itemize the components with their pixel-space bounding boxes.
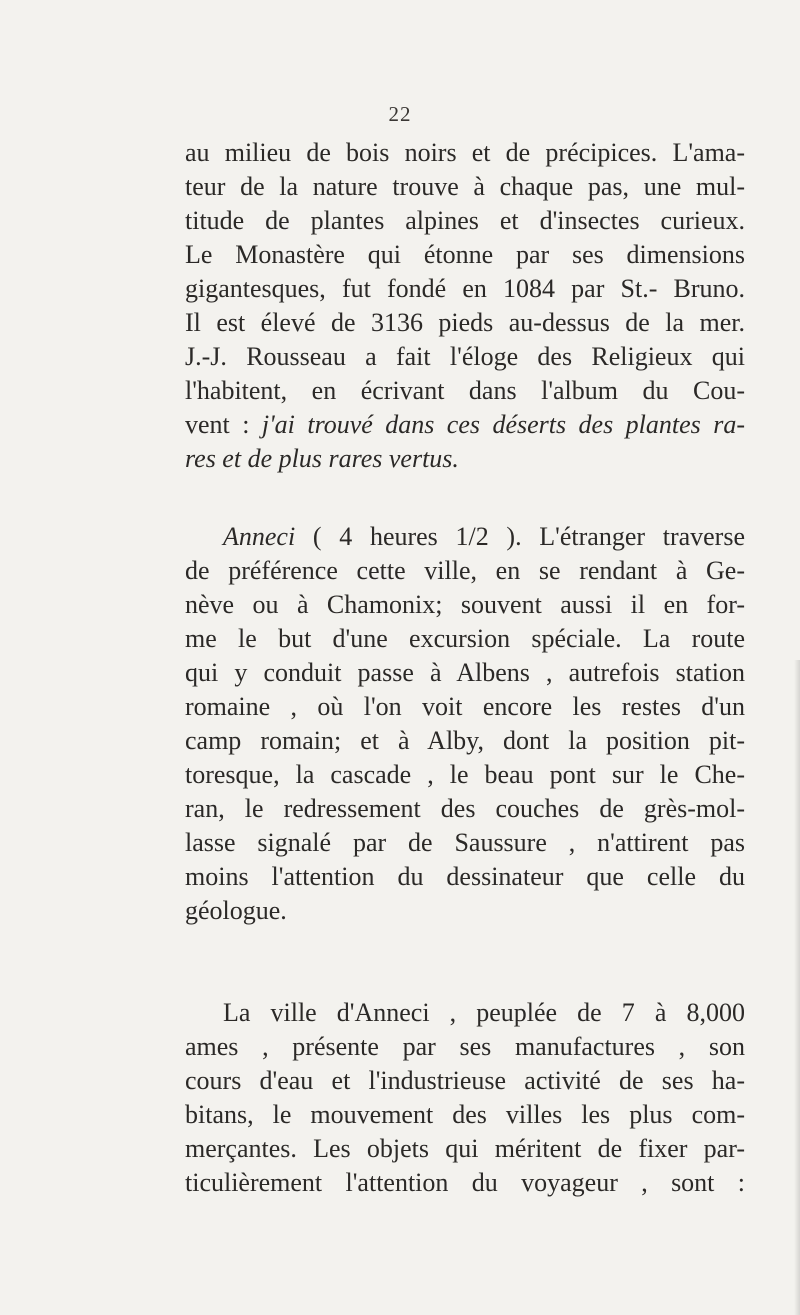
text-line: titude de plantes alpines et d'insectes curieux. <box>185 206 745 235</box>
text-line: bitans, le mouvement des villes les plus com- <box>185 1100 745 1129</box>
text-line: qui y conduit passe à Albens , autrefois station <box>185 658 745 687</box>
paragraph-grande-chartreuse <box>185 136 745 476</box>
text-line: géologue. <box>185 896 287 925</box>
text-line: romaine , où l'on voit encore les restes d'un <box>185 692 745 721</box>
text-line: lasse signalé par de Saussure , n'attirent pas <box>185 828 745 857</box>
paragraph-ville-anneci <box>185 996 745 1200</box>
text-line: cours d'eau et l'industrieuse activité de ses ha- <box>185 1066 745 1095</box>
text-line: camp romain; et à Alby, dont la position pit- <box>185 726 745 755</box>
text-line: merçantes. Les objets qui méritent de fixer par- <box>185 1134 745 1163</box>
page-number: 22 <box>388 102 412 126</box>
text-fragment: vent : <box>185 410 250 439</box>
text-line: moins l'attention du dessinateur que celle du <box>185 862 745 891</box>
text-line: au milieu de bois noirs et de précipices. L'ama- <box>185 138 745 167</box>
text-line: Le Monastère qui étonne par ses dimensions <box>185 240 745 269</box>
page-edge-shadow <box>794 660 800 1315</box>
text-line: ran, le redressement des couches de grès-mol- <box>185 794 745 823</box>
text-line: me le but d'une excursion spéciale. La route <box>185 624 745 653</box>
text-line: l'habitent, en écrivant dans l'album du Cou- <box>185 376 745 405</box>
text-line: ames , présente par ses manufactures , son <box>185 1032 745 1061</box>
text-line-with-quote <box>185 408 745 442</box>
text-line: ticulièrement l'attention du voyageur , sont : <box>185 1168 745 1197</box>
text-line: toresque, la cascade , le beau pont sur le Che- <box>185 760 745 789</box>
text-line: nève ou à Chamonix; souvent aussi il en for- <box>185 590 745 619</box>
quote-line: res et de plus rares vertus. <box>185 444 459 473</box>
text-line: La ville d'Anneci , peuplée de 7 à 8,000 <box>223 998 745 1027</box>
section-heading: Anneci <box>223 522 296 551</box>
text-line: Il est élevé de 3136 pieds au-dessus de la mer. <box>185 308 745 337</box>
quote-fragment: j'ai trouvé dans ces déserts des plantes ra- <box>261 410 745 439</box>
section-heading-rest: ( 4 heures 1/2 ). L'étranger traverse <box>295 522 745 551</box>
text-line: J.-J. Rousseau a fait l'éloge des Religieux qui <box>185 342 745 371</box>
text-line: gigantesques, fut fondé en 1084 par St.- Bruno. <box>185 274 745 303</box>
section-heading-line <box>185 520 745 554</box>
text-line: teur de la nature trouve à chaque pas, une mul- <box>185 172 745 201</box>
paragraph-anneci <box>185 520 745 928</box>
text-line: de préférence cette ville, en se rendant à Ge- <box>185 556 745 585</box>
